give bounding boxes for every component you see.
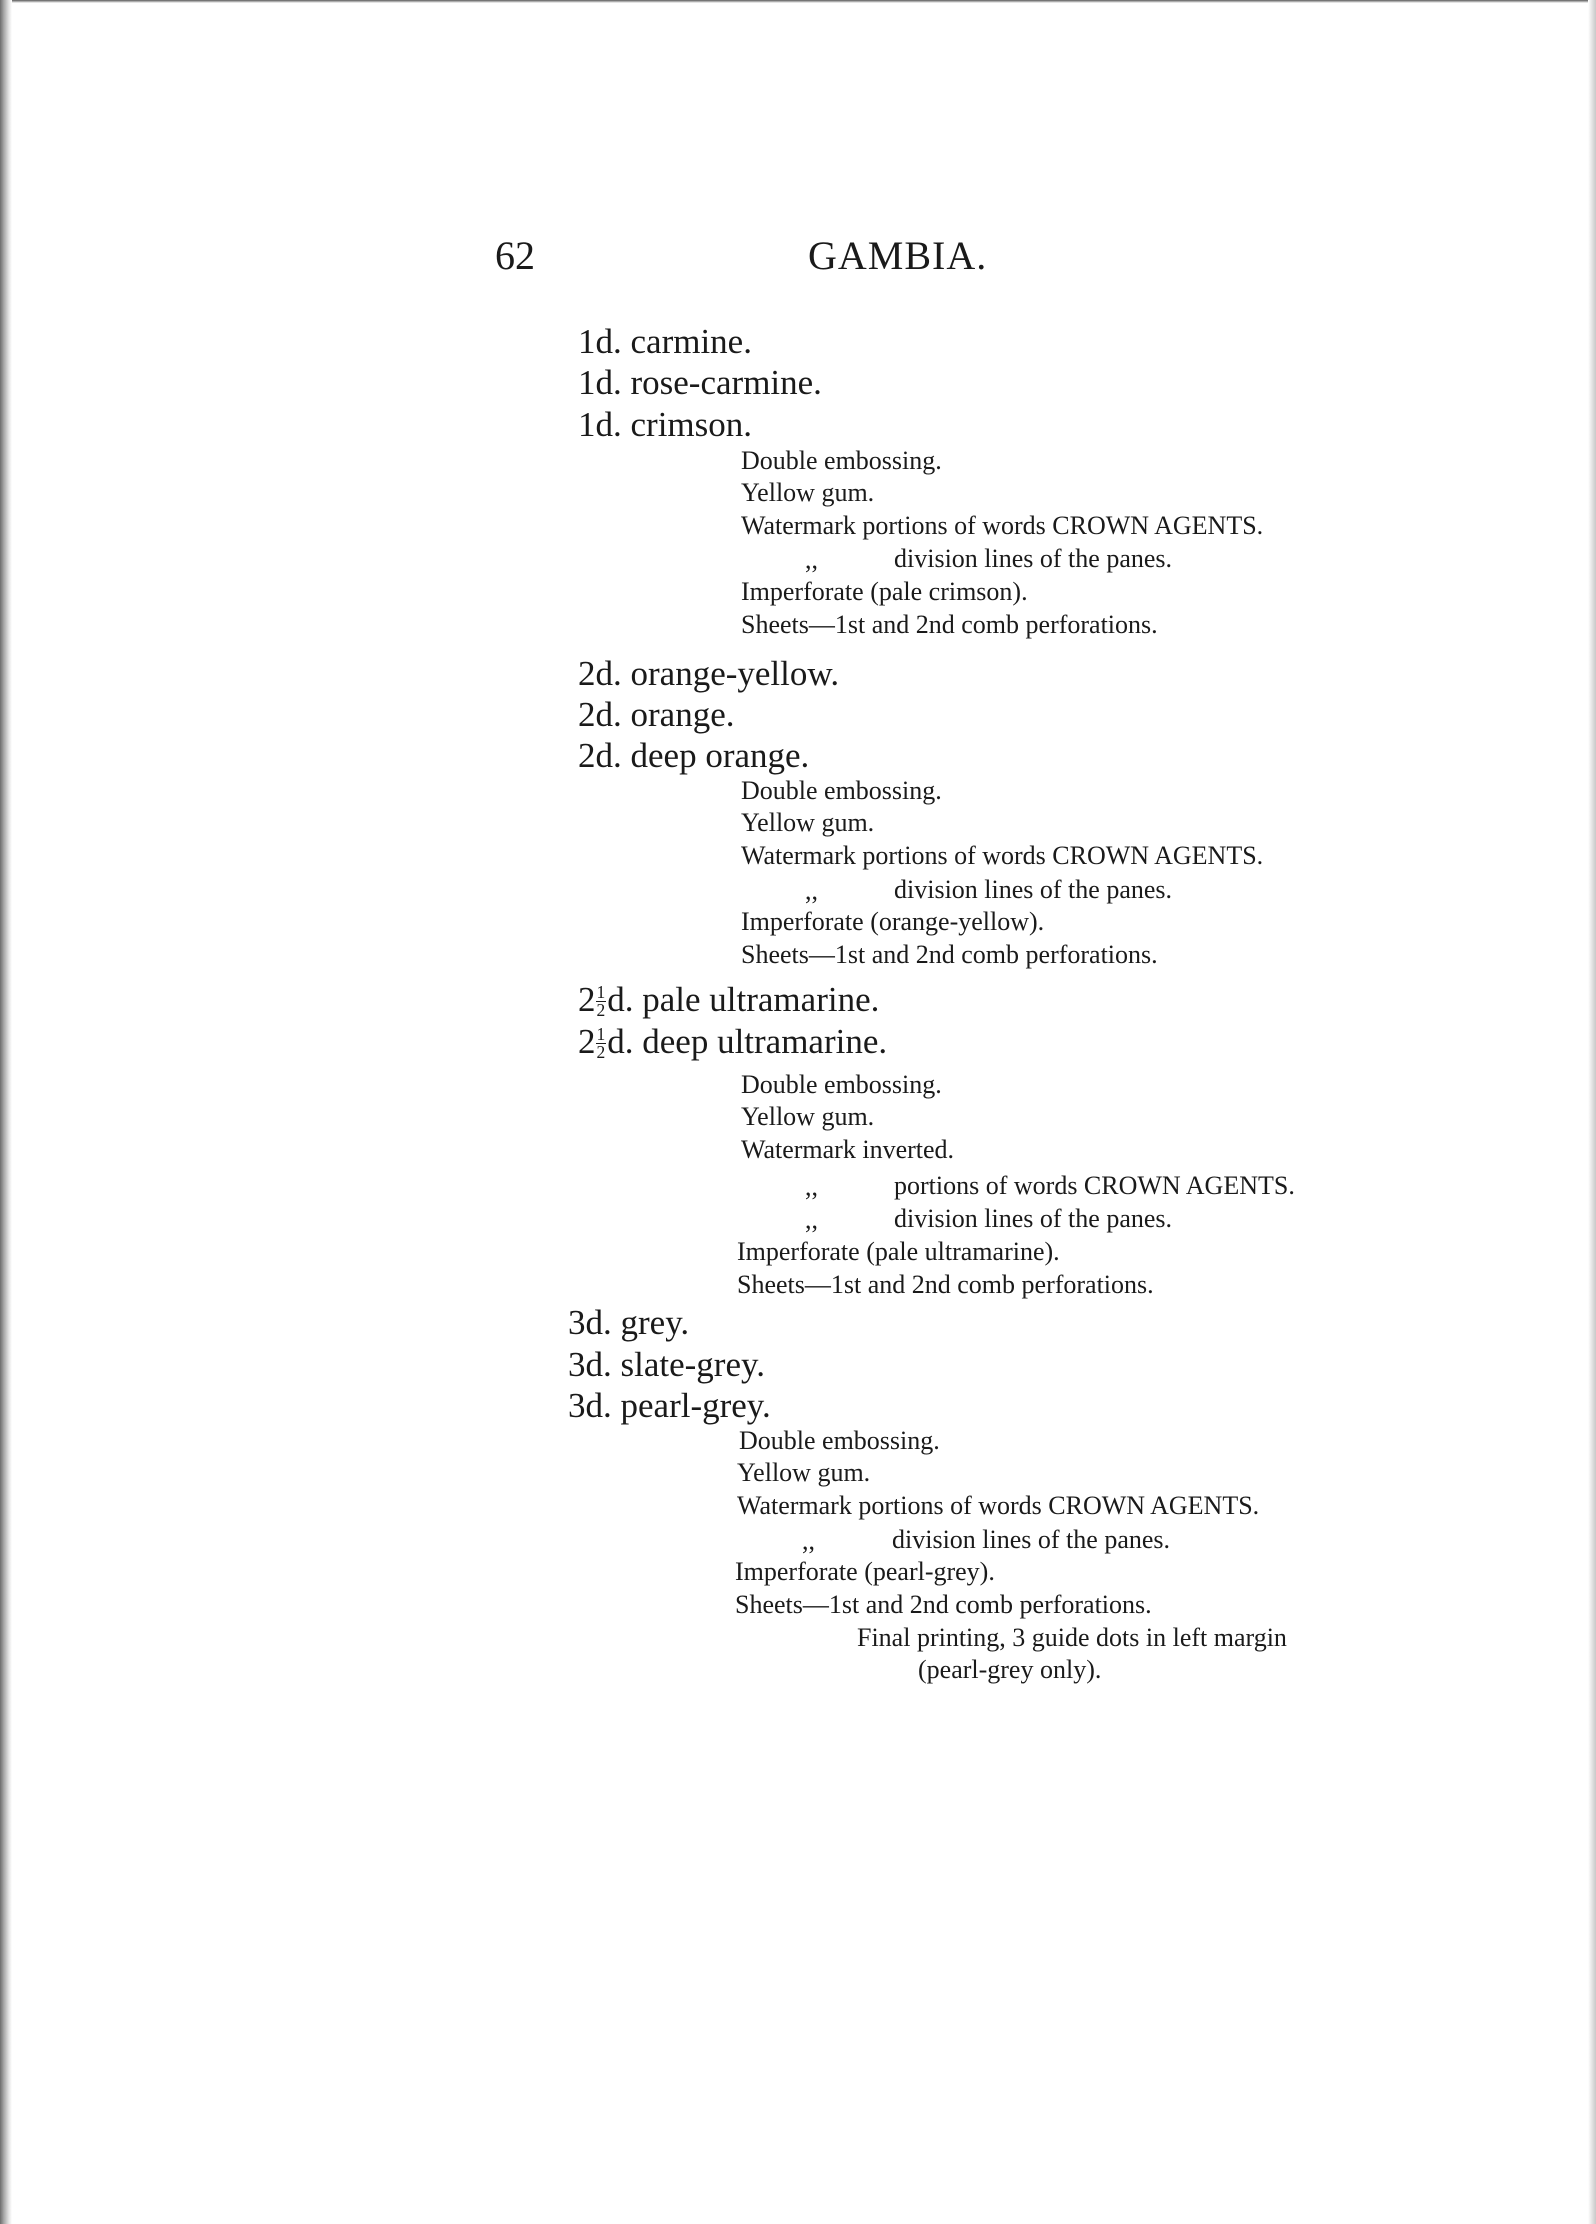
variety-note: Sheets—1st and 2nd comb perforations. bbox=[737, 1270, 1154, 1299]
stamp-heading: 1d. carmine. bbox=[578, 322, 752, 361]
variety-note: Double embossing. bbox=[741, 1070, 942, 1099]
variety-note: division lines of the panes. bbox=[894, 544, 1173, 573]
value-whole: 2 bbox=[578, 1022, 596, 1061]
variety-note: Imperforate (pearl-grey). bbox=[735, 1557, 995, 1586]
variety-note: Yellow gum. bbox=[741, 808, 875, 837]
stamp-colour: d. deep ultramarine. bbox=[607, 1022, 888, 1061]
ditto-mark: ,, bbox=[805, 876, 818, 905]
stamp-colour: d. pale ultramarine. bbox=[607, 980, 880, 1019]
scan-edge-top bbox=[0, 0, 1596, 3]
page-number: 62 bbox=[495, 233, 535, 278]
stamp-heading: 2d. orange. bbox=[578, 695, 735, 734]
stamp-heading: 3d. slate-grey. bbox=[568, 1345, 765, 1384]
variety-note: Yellow gum. bbox=[737, 1458, 871, 1487]
variety-note: Sheets—1st and 2nd comb perforations. bbox=[735, 1590, 1152, 1619]
variety-note: Imperforate (pale crimson). bbox=[741, 577, 1028, 606]
variety-note: Watermark portions of words CROWN AGENTS. bbox=[737, 1491, 1260, 1520]
stamp-heading: 3d. grey. bbox=[568, 1303, 690, 1342]
variety-note: Imperforate (orange-yellow). bbox=[741, 907, 1045, 936]
variety-note: (pearl-grey only). bbox=[918, 1655, 1102, 1684]
fraction-denominator: 2 bbox=[596, 1041, 606, 1062]
variety-note: Double embossing. bbox=[741, 776, 942, 805]
variety-note: division lines of the panes. bbox=[894, 875, 1173, 904]
variety-note: Double embossing. bbox=[739, 1426, 940, 1455]
variety-note: Final printing, 3 guide dots in left margin bbox=[857, 1623, 1287, 1652]
variety-note: Yellow gum. bbox=[741, 478, 875, 507]
ditto-mark: ,, bbox=[805, 545, 818, 574]
fraction-numerator: 1 bbox=[596, 982, 606, 1003]
page-title: GAMBIA. bbox=[808, 233, 988, 278]
variety-note: Imperforate (pale ultramarine). bbox=[737, 1237, 1060, 1266]
half-fraction bbox=[596, 984, 607, 1018]
ditto-mark: ,, bbox=[805, 1205, 818, 1234]
variety-note: division lines of the panes. bbox=[892, 1525, 1171, 1554]
stamp-heading: 3d. pearl-grey. bbox=[568, 1386, 771, 1425]
variety-note: Sheets—1st and 2nd comb perforations. bbox=[741, 940, 1158, 969]
ditto-mark: ,, bbox=[802, 1526, 815, 1555]
ditto-mark: ,, bbox=[805, 1172, 818, 1201]
stamp-heading: 2d. deep orange. bbox=[578, 736, 810, 775]
variety-note: Watermark portions of words CROWN AGENTS. bbox=[741, 841, 1264, 870]
variety-note: Double embossing. bbox=[741, 446, 942, 475]
variety-note: Sheets—1st and 2nd comb perforations. bbox=[741, 610, 1158, 639]
value-whole: 2 bbox=[578, 980, 596, 1019]
variety-note: portions of words CROWN AGENTS. bbox=[894, 1171, 1295, 1200]
fraction-denominator: 2 bbox=[596, 999, 606, 1020]
variety-note: Watermark inverted. bbox=[741, 1135, 955, 1164]
scan-edge-right bbox=[1588, 0, 1596, 2224]
stamp-heading: 1d. crimson. bbox=[578, 405, 753, 444]
stamp-heading bbox=[578, 1022, 887, 1062]
scan-edge-left bbox=[0, 0, 12, 2224]
variety-note: division lines of the panes. bbox=[894, 1204, 1173, 1233]
stamp-heading: 1d. rose-carmine. bbox=[578, 363, 822, 402]
stamp-heading bbox=[578, 980, 879, 1020]
variety-note: Watermark portions of words CROWN AGENTS. bbox=[741, 511, 1264, 540]
variety-note: Yellow gum. bbox=[741, 1102, 875, 1131]
stamp-heading: 2d. orange-yellow. bbox=[578, 654, 840, 693]
half-fraction bbox=[596, 1026, 607, 1060]
fraction-numerator: 1 bbox=[596, 1024, 606, 1045]
